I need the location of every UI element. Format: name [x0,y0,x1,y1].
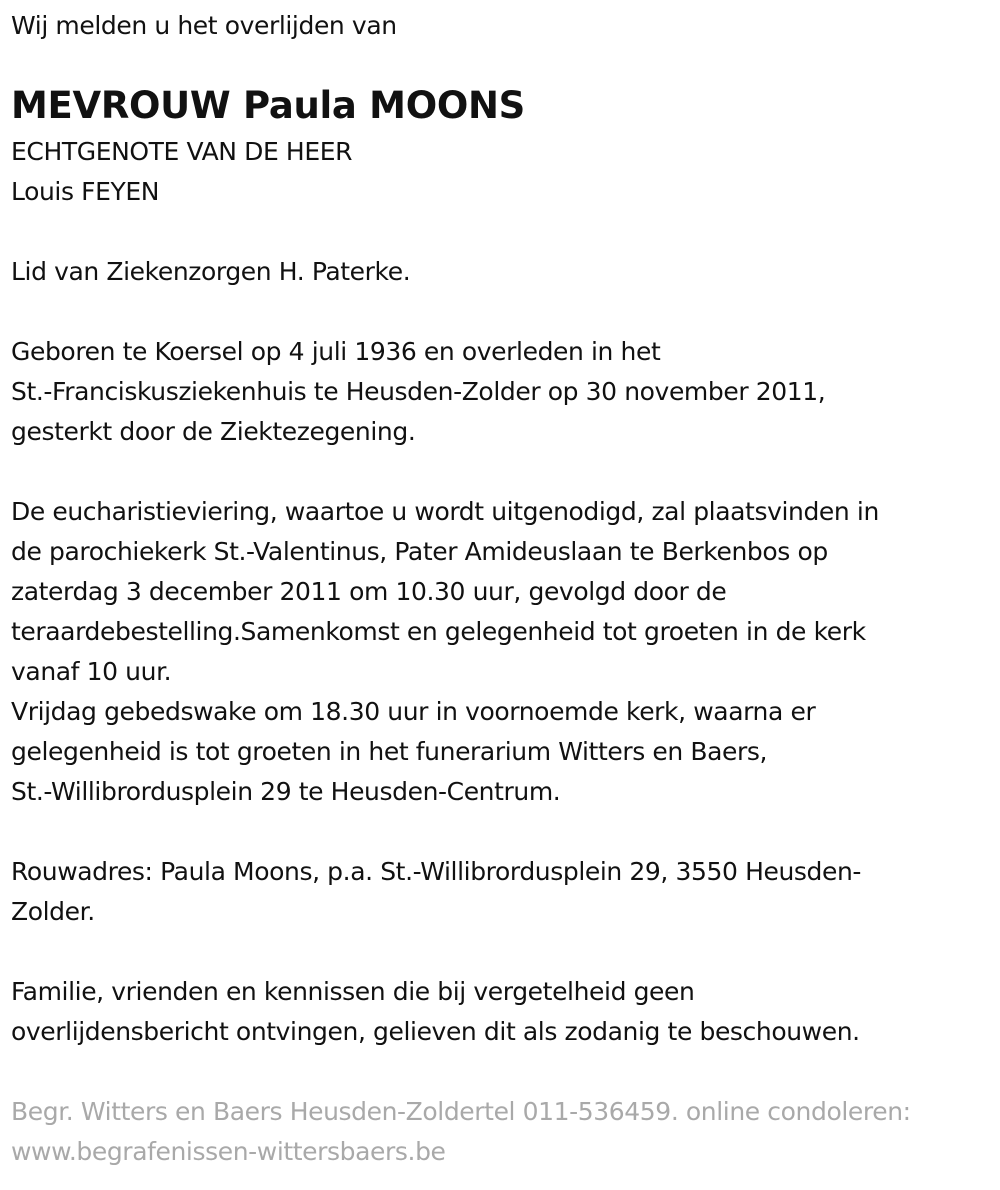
birth-death-line: gesterkt door de Ziektezegening. [11,417,416,446]
wake-line: gelegenheid is tot groeten in het funerarium Witters en Baers, [11,737,768,766]
footer-line: Begr. Witters en Baers Heusden-Zoldertel 011-536459. online condoleren: [11,1097,911,1126]
ceremony-line: teraardebestelling.Samenkomst en gelegenheid tot groeten in de kerk [11,617,866,646]
ceremony-line: zaterdag 3 december 2011 om 10.30 uur, gevolgd door de [11,577,727,606]
address-line: Zolder. [11,897,95,926]
family-note-block [11,972,996,1052]
mourning-address-block [11,852,996,932]
address-line: Rouwadres: Paula Moons, p.a. St.-Willibrordusplein 29, 3550 Heusden- [11,857,862,886]
footer-website-link[interactable]: www.begrafenissen-wittersbaers.be [11,1137,446,1166]
wake-line: St.-Willibrordusplein 29 te Heusden-Centrum. [11,777,561,806]
ceremony-block [11,492,996,812]
birth-death-block [11,332,996,452]
spouse-line: Louis FEYEN [11,177,160,206]
intro-text: Wij melden u het overlijden van [11,11,397,40]
funeral-home-footer [11,1092,996,1172]
birth-death-line: St.-Franciskusziekenhuis te Heusden-Zolder op 30 november 2011, [11,377,826,406]
family-line: Familie, vrienden en kennissen die bij vergetelheid geen [11,977,695,1006]
death-notice [11,6,996,1172]
spouse-line: ECHTGENOTE VAN DE HEER [11,137,353,166]
deceased-name: MEVROUW Paula MOONS [11,84,526,127]
family-line: overlijdensbericht ontvingen, gelieven dit als zodanig te beschouwen. [11,1017,860,1046]
wake-line: Vrijdag gebedswake om 18.30 uur in voornoemde kerk, waarna er [11,697,816,726]
membership-text: Lid van Ziekenzorgen H. Paterke. [11,257,411,286]
ceremony-line: de parochiekerk St.-Valentinus, Pater Amideuslaan te Berkenbos op [11,537,828,566]
birth-death-line: Geboren te Koersel op 4 juli 1936 en overleden in het [11,337,661,366]
ceremony-line: De eucharistieviering, waartoe u wordt uitgenodigd, zal plaatsvinden in [11,497,879,526]
spouse-block [11,132,996,212]
ceremony-line: vanaf 10 uur. [11,657,172,686]
